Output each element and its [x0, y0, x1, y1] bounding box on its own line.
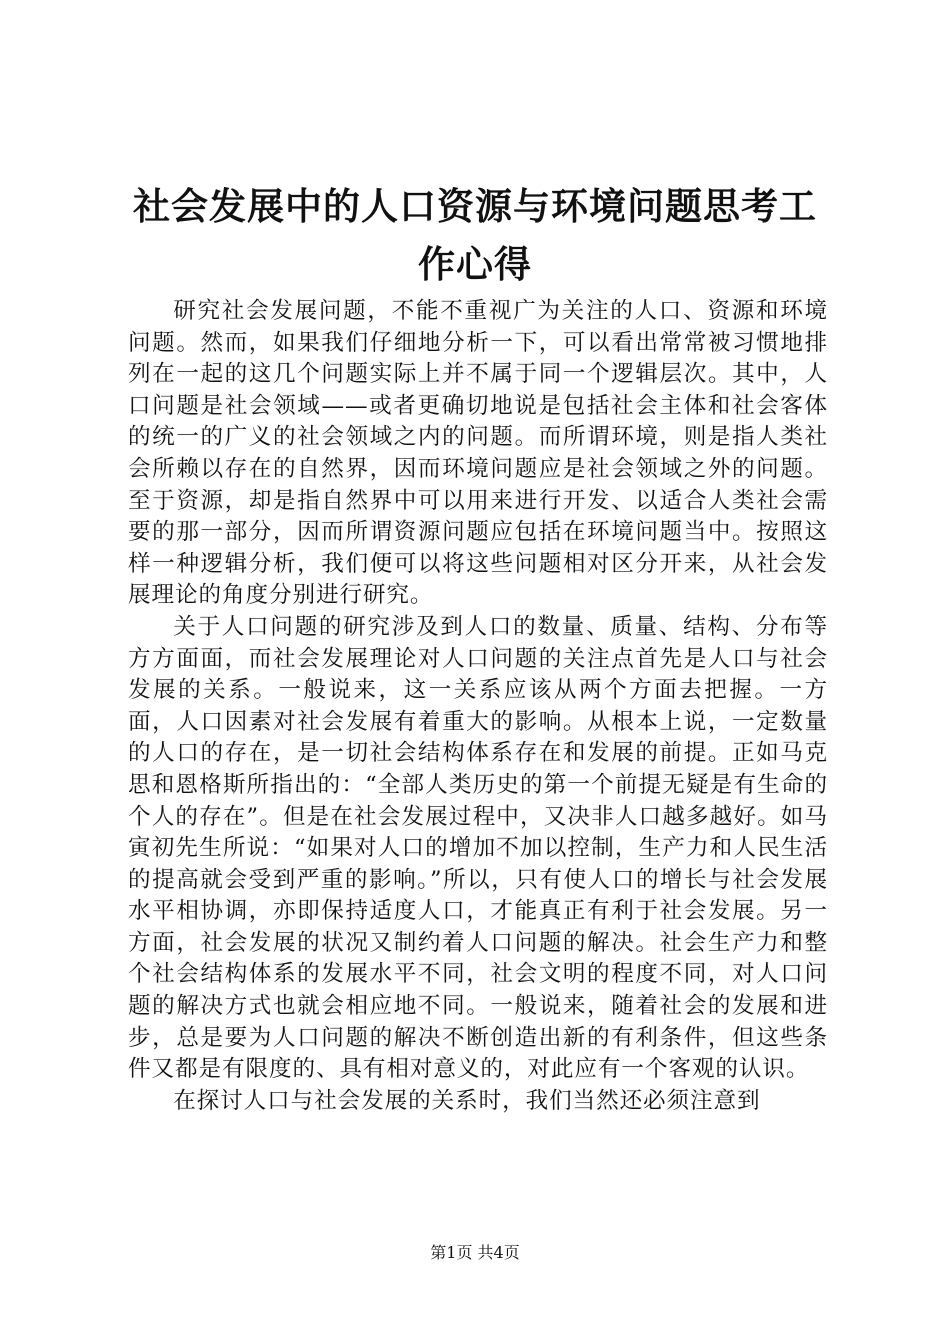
- document-body: [128, 296, 828, 1117]
- document-title: 社会发展中的人口资源与环境问题思考工作心得: [133, 185, 817, 286]
- page-footer: 第1页 共4页: [430, 1243, 520, 1262]
- paragraph: 关于人口问题的研究涉及到人口的数量、质量、结构、分布等方方面面，而社会发展理论对人口问题的关注点首先是人口与社会发展的关系。一般说来，这一关系应该从两个方面去把握。一方面，人口因素对社会发展有着重大的影响。从根本上说，一定数量的人口的存在，是一切社会结构体系存在和发展的前提。正如马克思和恩格斯所指出的：“全部人类历史的第一个前提无疑是有生命的个人的存在”。但是在社会发展过程中，又决非人口越多越好。如马寅初先生所说：“如果对人口的增加不加以控制，生产力和人民生活的提高就会受到严重的影响。”所以，只有使人口的增长与社会发展水平相协调，亦即保持适度人口，才能真正有利于社会发展。另一方面，社会发展的状况又制约着人口问题的解决。社会生产力和整个社会结构体系的发展水平不同，社会文明的程度不同，对人口问题的解决方式也就会相应地不同。一般说来，随着社会的发展和进步，总是要为人口问题的解决不断创造出新的有利条件，但这些条件又都是有限度的、具有相对意义的，对此应有一个客观的认识。: [128, 613, 828, 1083]
- paragraph: 在探讨人口与社会发展的关系时，我们当然还必须注意到: [173, 1087, 761, 1114]
- paragraph: 研究社会发展问题，不能不重视广为关注的人口、资源和环境问题。然而，如果我们仔细地分析一下，可以看出常常被习惯地排列在一起的这几个问题实际上并不属于同一个逻辑层次。其中，人口问题是社会领域——或者更确切地说是包括社会主体和社会客体的统一的广义的社会领域之内的问题。而所谓环境，则是指人类社会所赖以存在的自然界，因而环境问题应是社会领域之外的问题。至于资源，却是指自然界中可以用来进行开发、以适合人类社会需要的那一部分，因而所谓资源问题应包括在环境问题当中。按照这样一种逻辑分析，我们便可以将这些问题相对区分开来，从社会发展理论的角度分别进行研究。: [128, 298, 828, 609]
